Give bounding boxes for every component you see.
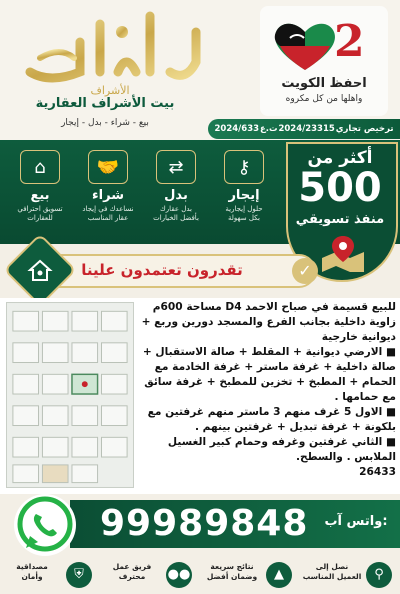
kuwait-logo-line2: واهلها من كل مكروه <box>285 94 363 104</box>
license-reg-label: ت.ع <box>259 124 278 134</box>
license-number: 2024/23315 <box>278 124 335 134</box>
swap-arrows-icon: ⇄ <box>156 150 196 184</box>
license-bar <box>208 119 400 139</box>
house-icon: ⌂ <box>20 150 60 184</box>
service-desc: بدل عقارك بأفضل الخيارات <box>153 205 199 223</box>
team-icon: ●● <box>166 562 192 588</box>
kuwait-flag-heart-icon <box>270 18 340 72</box>
map-pin-icon <box>318 234 368 274</box>
key-icon: ⚷ <box>224 150 264 184</box>
feature-reach <box>300 558 396 592</box>
footer-features <box>0 556 400 594</box>
growth-chart-icon: ▲ <box>266 562 292 588</box>
listing-description: للبيع قسيمة في صباح الاحمد D4 مساحة 600م زاوية داخلية بجانب الفرع والمسجد دورين وربع + ديوانية خارجية ■ الارضي ديوانية + المقلط + صالة الاستقبال + صالة داخلية + غرفة ماستر + غرفة الخادمة مع الحمام + المطبخ + تخزين للمطبخ + غرفة سائق مع حمامها . ■ الاول 5 غرف منهم 3 ماستر منهم غرفتين مع بلكونة + غرفة تبديل + غرفتين بينهم . ■ الثاني غرفتين وغرفه وحمام كبير الغسيل الملابس . والسطح. 26433 <box>141 301 396 479</box>
service-title: شراء <box>92 188 124 203</box>
brand-calligraphy-logo <box>10 2 210 98</box>
feature-results <box>200 558 296 592</box>
feature-text: مصداقية وأمان <box>16 562 48 582</box>
outlets-number: 500 <box>298 165 382 211</box>
kuwait-campaign-logo <box>260 6 388 116</box>
service-title: بدل <box>164 188 188 203</box>
whatsapp-bar[interactable] <box>70 500 400 548</box>
service-buy <box>76 146 140 240</box>
service-title: بيع <box>30 188 50 203</box>
check-icon: ✓ <box>292 258 318 284</box>
house-badge <box>3 233 77 307</box>
outlets-top-text: أكثر من <box>307 148 373 168</box>
listing-section <box>0 298 400 494</box>
whatsapp-label: واتس آب: <box>324 514 388 529</box>
license-label: ترخيص تجاري <box>335 124 394 134</box>
service-desc: حلول إيجارية بكل سهولة <box>225 205 263 223</box>
service-rent <box>212 146 276 240</box>
service-desc: نساعدك في إيجاد عقار المناسب <box>82 205 134 223</box>
service-title: إيجار <box>228 188 260 203</box>
feature-text: فريق عمل محترف <box>112 562 152 582</box>
service-exchange <box>144 146 208 240</box>
whatsapp-icon[interactable] <box>12 492 78 558</box>
site-plan-map <box>6 302 134 488</box>
header <box>0 0 400 140</box>
license-reg-number: 2024/633 <box>214 124 260 134</box>
house-icon <box>26 256 54 284</box>
whatsapp-number[interactable]: 99989848 <box>100 503 309 544</box>
trust-banner-text: تقدرون تعتمدون علينا <box>81 261 243 279</box>
location-pin-icon: ⚲ <box>366 562 392 588</box>
feature-team <box>100 558 196 592</box>
shield-icon: ⛨ <box>66 562 92 588</box>
brand-name: بيت الأشراف العقارية <box>35 96 175 111</box>
service-desc: تسويق احترافي للعقارات <box>17 205 63 223</box>
feature-trust <box>0 558 96 592</box>
kuwait-logo-numeral: 2 <box>334 16 365 67</box>
kuwait-logo-line1: احفظ الكويت <box>281 76 367 91</box>
services-band <box>0 140 400 244</box>
feature-text: نصل إلى العميل المناسب <box>302 562 362 582</box>
services-list <box>4 146 276 240</box>
service-sell <box>8 146 72 240</box>
brand-calligraphy-text: الأشراف <box>90 84 130 97</box>
feature-text: نتائج سريعة وضمان أفضل <box>206 562 258 582</box>
handshake-icon: 🤝 <box>88 150 128 184</box>
brand-services-line: بيع - شراء - بدل - إيجار <box>61 118 149 128</box>
outlets-bottom-text: منفذ تسويقي <box>295 212 385 227</box>
